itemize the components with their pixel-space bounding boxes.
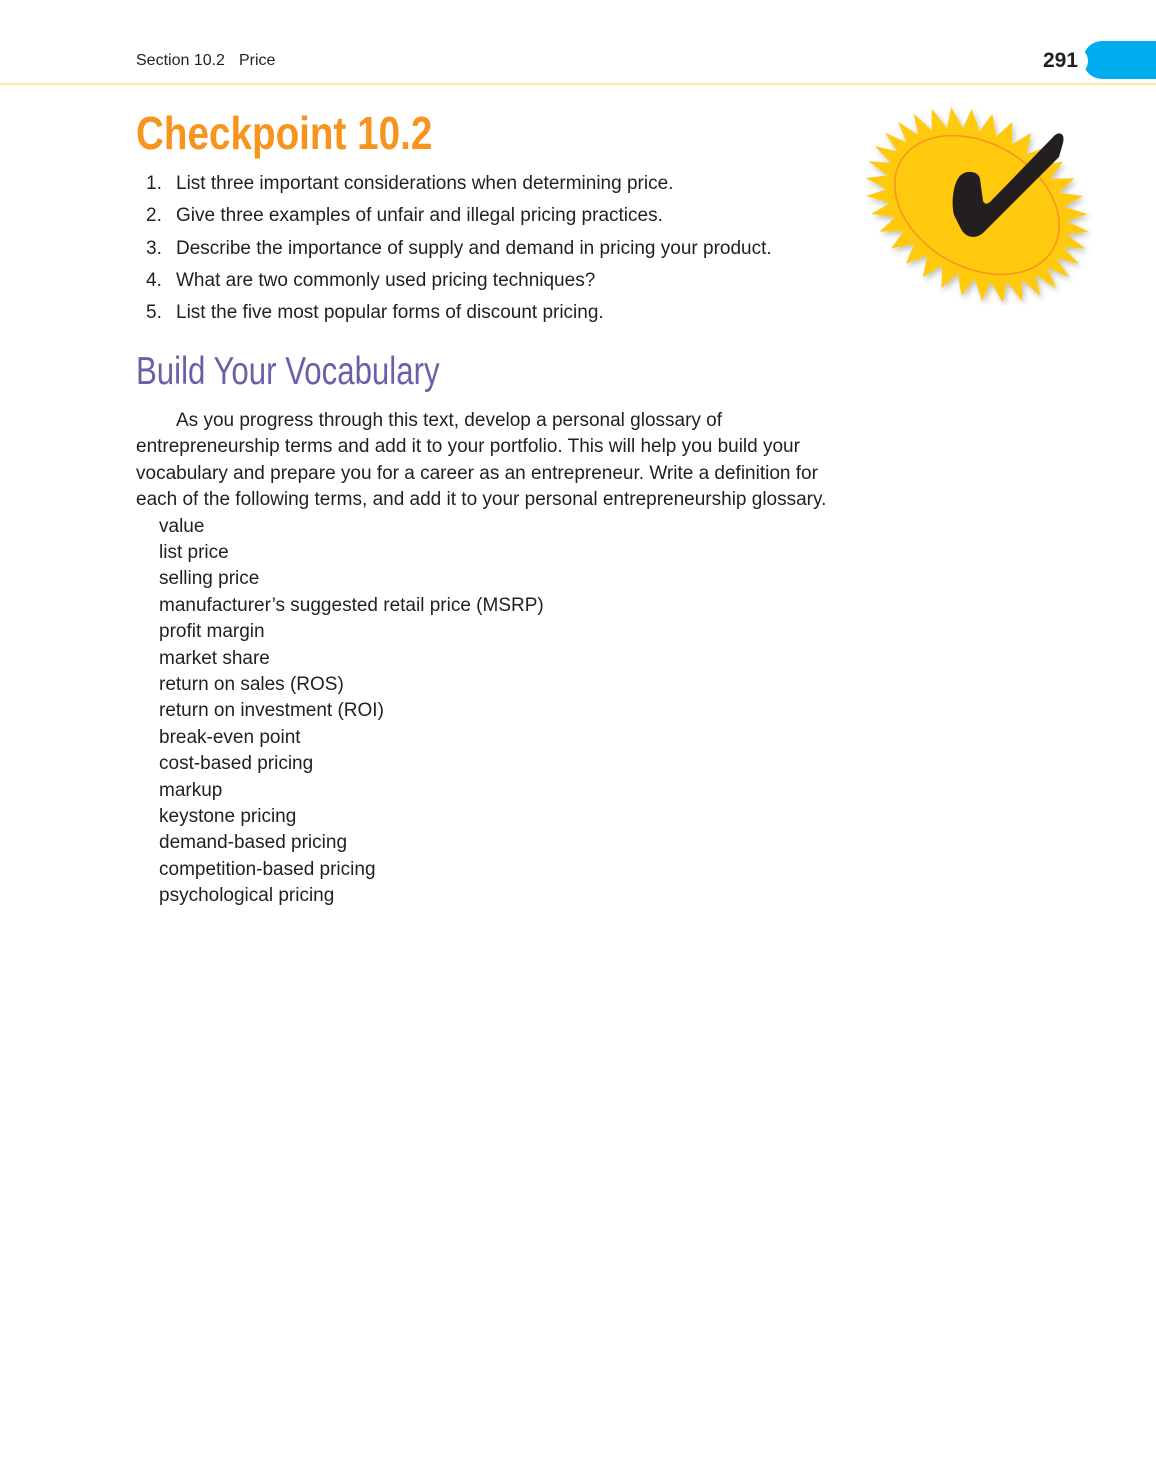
question-text: Describe the importance of supply and demand in pricing your product. [176,237,772,259]
question-text: Give three examples of unfair and illegal pricing practices. [176,205,663,227]
vocabulary-term: keystone pricing [159,805,297,827]
vocabulary-term: psychological pricing [159,885,335,907]
question-number: 3. [146,237,162,259]
vocabulary-term: list price [159,542,229,564]
question-item [146,172,772,204]
question-item [146,204,772,236]
vocabulary-term: profit margin [159,621,265,643]
running-head [136,52,275,70]
question-item [146,301,772,333]
page-tab [1083,41,1156,79]
header-rule [0,83,1156,85]
vocabulary-term: manufacturer’s suggested retail price (MSRP) [159,594,544,616]
question-number: 2. [146,205,162,227]
vocabulary-terms [136,514,836,910]
vocabulary-intro: As you progress through this text, develop a personal glossary of entrepreneurship terms and add it to your portfolio. This will help you build your vocabulary and prepare you for a career as an entrepreneur. Write a definition for each of the following terms, and add it to your personal entrepreneurship glossary. [136,410,827,511]
question-text: List the five most popular forms of discount pricing. [176,302,604,324]
question-number: 1. [146,173,162,194]
vocabulary-term: markup [159,779,223,801]
vocabulary-term: return on sales (ROS) [159,673,344,695]
checkmark-badge-icon [855,105,1100,305]
vocabulary-term: return on investment (ROI) [159,700,384,722]
question-item [146,237,772,269]
question-text: List three important considerations when determining price. [176,173,674,194]
vocabulary-heading: Build Your Vocabulary [136,350,440,393]
vocabulary-term: competition-based pricing [159,858,376,880]
vocabulary-section [136,408,836,909]
vocabulary-term: cost-based pricing [159,753,314,775]
section-title: Price [238,52,276,69]
vocabulary-term: break-even point [159,726,301,748]
checkpoint-title: Checkpoint 10.2 [136,107,433,159]
vocabulary-term: value [159,515,205,537]
section-number: Section 10.2 [136,52,225,69]
vocabulary-term: selling price [159,568,260,590]
question-item [146,269,772,301]
question-number: 5. [146,302,162,324]
question-number: 4. [146,269,162,291]
question-text: What are two commonly used pricing techniques? [176,269,596,291]
vocabulary-term: demand-based pricing [159,832,348,854]
page-number: 291 [1030,47,1088,75]
vocabulary-term: market share [159,647,270,669]
checkpoint-questions [146,172,772,333]
